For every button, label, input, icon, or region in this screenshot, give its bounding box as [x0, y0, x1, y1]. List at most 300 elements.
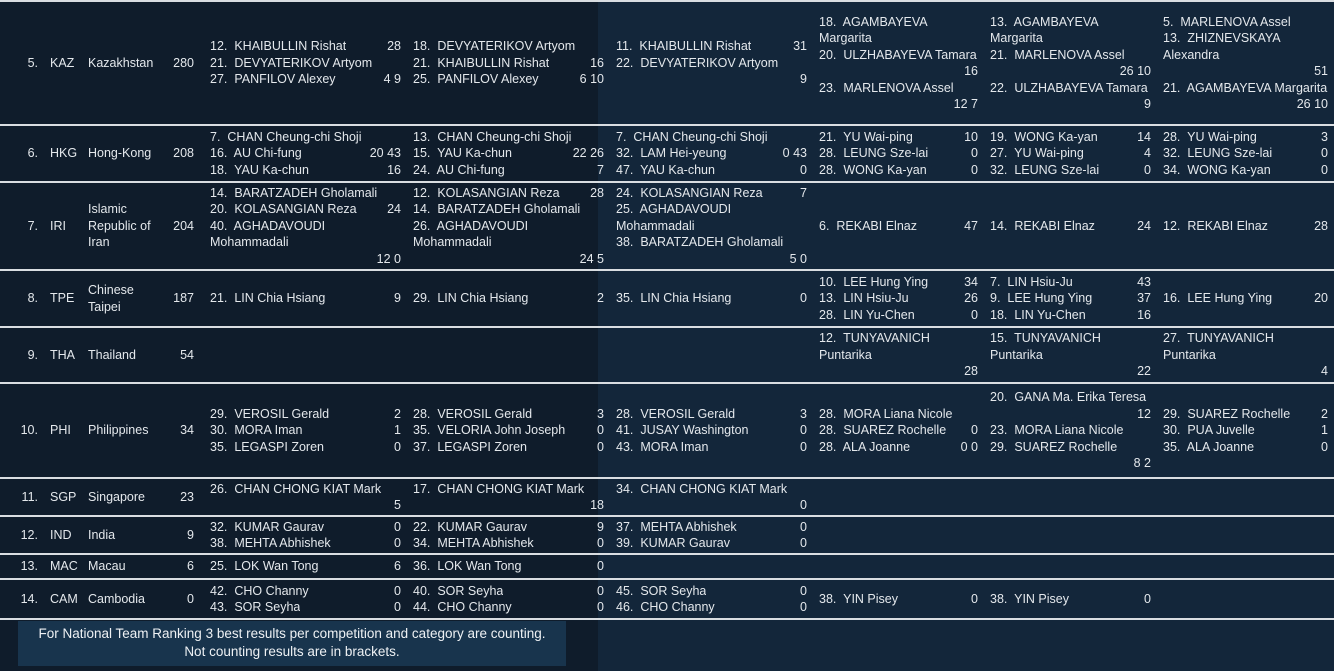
- athlete-points: 10: [964, 129, 978, 144]
- athlete-rank-and-name: [1163, 129, 1257, 146]
- athlete-name: AGAMBAYEVA Margarita: [819, 14, 927, 45]
- athlete-place: 22.: [990, 80, 1008, 95]
- athlete-result: [616, 162, 807, 179]
- event-results-cell: [1157, 327, 1334, 383]
- athlete-name: LOK Wan Tong: [437, 559, 522, 574]
- athlete-rank-and-name: [413, 439, 527, 456]
- athlete-points: 0: [800, 423, 807, 438]
- ranking-row: [0, 554, 1334, 579]
- event-results-cell: [610, 554, 813, 579]
- athlete-rank-and-name: [413, 201, 580, 218]
- athlete-points: 0: [800, 519, 807, 534]
- athlete-rank-and-name: [1163, 31, 1280, 62]
- points-cell: 204: [162, 182, 204, 270]
- athlete-result: [413, 38, 604, 55]
- athlete-points: 2: [1321, 406, 1328, 421]
- athlete-place: 28.: [1163, 129, 1181, 144]
- athlete-result: [1163, 218, 1328, 235]
- points-cell: 23: [162, 478, 204, 516]
- athlete-rank-and-name: [413, 535, 534, 552]
- athlete-rank-and-name: [210, 38, 346, 55]
- athlete-result: [990, 439, 1151, 472]
- athlete-result: [616, 290, 807, 307]
- athlete-place: 25.: [210, 559, 228, 574]
- athlete-place: 18.: [413, 39, 431, 54]
- athlete-rank-and-name: [819, 274, 928, 291]
- athlete-place: 43.: [616, 439, 634, 454]
- athlete-result: [616, 234, 807, 267]
- athlete-points: 20: [1314, 291, 1328, 306]
- event-results-cell: [204, 125, 407, 182]
- athlete-name: ALA Joanne: [1186, 439, 1255, 454]
- country-name-cell: Cambodia: [84, 579, 162, 619]
- event-results-cell: [407, 554, 610, 579]
- event-results-cell: [610, 1, 813, 125]
- athlete-points: 0: [1321, 439, 1328, 454]
- event-results-cell: [407, 579, 610, 619]
- athlete-points: 26 10: [1119, 64, 1151, 78]
- event-results-cell: [610, 270, 813, 327]
- athlete-name: VEROSIL Gerald: [640, 406, 736, 421]
- athlete-rank-and-name: [990, 422, 1123, 439]
- athlete-name: VEROSIL Gerald: [234, 406, 330, 421]
- athlete-name: DEVYATERIKOV Artyom: [437, 39, 576, 54]
- athlete-rank-and-name: [1163, 422, 1255, 439]
- athlete-place: 28.: [819, 146, 837, 161]
- athlete-rank-and-name: [990, 129, 1098, 146]
- athlete-place: 25.: [413, 72, 431, 87]
- athlete-result: [1163, 162, 1328, 179]
- athlete-points: 8 2: [1133, 456, 1151, 471]
- athlete-rank-and-name: [616, 406, 735, 423]
- event-results-cell: [1157, 1, 1334, 125]
- athlete-points: 7: [800, 185, 807, 200]
- athlete-name: LEE Hung Ying: [843, 274, 929, 289]
- athlete-name: LIN Chia Hsiang: [640, 291, 732, 306]
- athlete-points: 2: [597, 291, 604, 306]
- athlete-points: 20 43: [369, 146, 401, 161]
- points-cell: 208: [162, 125, 204, 182]
- event-results-cell: [204, 554, 407, 579]
- athlete-rank-and-name: [616, 185, 763, 202]
- athlete-place: 28.: [819, 406, 837, 421]
- athlete-rank-and-name: [210, 55, 372, 72]
- athlete-place: 22.: [616, 55, 634, 70]
- athlete-place: 21.: [990, 47, 1008, 62]
- athlete-points: 0: [1144, 162, 1151, 177]
- athlete-place: 13.: [413, 129, 431, 144]
- athlete-rank-and-name: [990, 145, 1084, 162]
- athlete-rank-and-name: [1163, 162, 1271, 179]
- athlete-result: [210, 519, 401, 536]
- athlete-rank-and-name: [990, 162, 1099, 179]
- athlete-place: 14.: [413, 202, 431, 217]
- athlete-result: [616, 583, 807, 600]
- athlete-rank-and-name: [616, 519, 737, 536]
- athlete-place: 29.: [990, 439, 1008, 454]
- event-results-cell: [1157, 554, 1334, 579]
- athlete-result: [990, 129, 1151, 146]
- athlete-place: 28.: [819, 307, 837, 322]
- athlete-rank-and-name: [616, 235, 783, 249]
- athlete-name: KHAIBULLIN Rishat: [639, 39, 752, 54]
- athlete-result: [413, 406, 604, 423]
- athlete-points: 0: [800, 439, 807, 454]
- athlete-place: 13.: [990, 14, 1008, 29]
- athlete-result: [990, 389, 1151, 422]
- athlete-result: [413, 439, 604, 456]
- athlete-result: [616, 481, 807, 514]
- athlete-place: 44.: [413, 600, 431, 614]
- athlete-place: 45.: [616, 583, 634, 598]
- athlete-place: 43.: [210, 600, 228, 614]
- athlete-points: 3: [1321, 129, 1328, 144]
- athlete-result: [990, 47, 1151, 80]
- event-results-cell: [813, 327, 984, 383]
- athlete-result: [616, 519, 807, 536]
- athlete-points: 24: [1137, 218, 1151, 233]
- event-results-cell: [984, 478, 1157, 516]
- athlete-result: [210, 162, 401, 179]
- athlete-rank-and-name: [819, 422, 946, 439]
- athlete-rank-and-name: [210, 219, 325, 250]
- note-line-1: For National Team Ranking 3 best results per competition and category are counting.: [38, 626, 546, 641]
- athlete-points: 0: [800, 162, 807, 177]
- athlete-name: AU Chi-fung: [436, 162, 505, 177]
- athlete-points: 16: [387, 162, 401, 177]
- athlete-result: [990, 591, 1151, 608]
- country-code-cell: TPE: [44, 270, 84, 327]
- athlete-name: JUSAY Washington: [640, 423, 749, 438]
- athlete-rank-and-name: [819, 439, 910, 456]
- athlete-name: CHO Channy: [437, 600, 512, 614]
- country-code-cell: CAM: [44, 579, 84, 619]
- athlete-result: [210, 558, 401, 575]
- athlete-place: 26.: [210, 481, 228, 496]
- event-results-cell: [813, 1, 984, 125]
- athlete-name: ULZHABAYEVA Tamara: [1014, 80, 1148, 95]
- athlete-place: 29.: [1163, 406, 1181, 421]
- athlete-result: [819, 422, 978, 439]
- athlete-rank-and-name: [413, 583, 503, 600]
- event-results-cell: [407, 478, 610, 516]
- athlete-place: 5.: [1163, 14, 1174, 29]
- event-results-cell: [610, 383, 813, 478]
- rank-cell: 5.: [0, 1, 44, 125]
- athlete-name: KHAIBULLIN Rishat: [437, 55, 550, 70]
- athlete-rank-and-name: [413, 406, 532, 423]
- athlete-name: YAU Ka-chun: [437, 146, 512, 161]
- athlete-rank-and-name: [413, 290, 528, 307]
- athlete-rank-and-name: [819, 145, 928, 162]
- athlete-result: [990, 422, 1151, 439]
- ranking-row: [0, 125, 1334, 182]
- athlete-name: MARLENOVA Assel: [1180, 14, 1291, 29]
- athlete-place: 42.: [210, 583, 228, 598]
- athlete-points: 24: [387, 202, 401, 217]
- event-results-cell: [610, 516, 813, 554]
- athlete-place: 18.: [210, 162, 228, 177]
- counting-note: [18, 621, 566, 666]
- athlete-result: [1163, 14, 1328, 31]
- athlete-place: 38.: [210, 536, 228, 550]
- athlete-result: [413, 71, 604, 88]
- athlete-points: 2: [394, 406, 401, 421]
- event-results-cell: [984, 327, 1157, 383]
- athlete-name: SOR Seyha: [234, 600, 301, 614]
- athlete-points: 0: [800, 536, 807, 550]
- rank-cell: 7.: [0, 182, 44, 270]
- athlete-name: CHAN Cheung-chi Shoji: [437, 129, 572, 144]
- athlete-place: 14.: [210, 185, 228, 200]
- athlete-points: 0: [597, 439, 604, 454]
- country-name-cell: Islamic Republic of Iran: [84, 182, 162, 270]
- athlete-result: [413, 129, 604, 146]
- event-results-cell: [407, 125, 610, 182]
- athlete-points: 5: [394, 498, 401, 512]
- athlete-result: [210, 201, 401, 218]
- athlete-rank-and-name: [413, 422, 565, 439]
- athlete-result: [1163, 290, 1328, 307]
- athlete-rank-and-name: [413, 599, 512, 616]
- athlete-result: [616, 129, 807, 146]
- athlete-result: [616, 55, 807, 88]
- athlete-rank-and-name: [210, 201, 357, 218]
- event-results-cell: [984, 182, 1157, 270]
- ranking-row: [0, 579, 1334, 619]
- ranking-row: [0, 270, 1334, 327]
- athlete-name: YIN Pisey: [843, 591, 899, 606]
- athlete-name: SUAREZ Rochelle: [843, 423, 947, 438]
- event-results-cell: [610, 182, 813, 270]
- athlete-rank-and-name: [990, 81, 1148, 95]
- athlete-points: 0: [800, 291, 807, 306]
- athlete-rank-and-name: [413, 219, 528, 250]
- athlete-name: LEUNG Sze-lai: [843, 146, 929, 161]
- event-results-cell: [1157, 270, 1334, 327]
- athlete-points: 0 0: [960, 439, 978, 454]
- athlete-rank-and-name: [616, 129, 767, 146]
- athlete-rank-and-name: [616, 38, 751, 55]
- athlete-place: 27.: [990, 146, 1008, 161]
- athlete-points: 0: [597, 559, 604, 574]
- athlete-rank-and-name: [1163, 81, 1327, 95]
- athlete-place: 21.: [210, 55, 228, 70]
- athlete-points: 0: [1321, 146, 1328, 161]
- athlete-result: [210, 439, 401, 456]
- athlete-points: 12: [1137, 406, 1151, 421]
- athlete-place: 14.: [990, 218, 1008, 233]
- athlete-place: 30.: [210, 423, 228, 438]
- athlete-name: MORA Iman: [234, 423, 303, 438]
- event-results-cell: [610, 125, 813, 182]
- athlete-result: [1163, 80, 1328, 113]
- athlete-place: 35.: [1163, 439, 1181, 454]
- athlete-name: MORA Iman: [640, 439, 709, 454]
- athlete-result: [819, 129, 978, 146]
- athlete-points: [1145, 422, 1151, 439]
- athlete-name: CHAN Cheung-chi Shoji: [227, 129, 362, 144]
- athlete-name: TUNYAVANICH Puntarika: [990, 331, 1101, 362]
- athlete-place: 12.: [413, 185, 431, 200]
- event-results-cell: [813, 383, 984, 478]
- athlete-rank-and-name: [990, 274, 1073, 291]
- athlete-result: [413, 218, 604, 268]
- athlete-name: YAU Ka-chun: [640, 162, 715, 177]
- event-results-cell: [984, 270, 1157, 327]
- athlete-name: CHAN CHONG KIAT Mark: [437, 481, 585, 496]
- athlete-points: 3: [800, 406, 807, 421]
- athlete-name: YU Wai-ping: [843, 129, 913, 144]
- athlete-place: 38.: [819, 591, 837, 606]
- rank-cell: 6.: [0, 125, 44, 182]
- athlete-name: REKABI Elnaz: [1187, 218, 1268, 233]
- athlete-name: MORA Liana Nicole: [1014, 423, 1124, 438]
- rank-cell: 11.: [0, 478, 44, 516]
- athlete-rank-and-name: [1163, 290, 1272, 307]
- athlete-rank-and-name: [210, 422, 302, 439]
- athlete-place: 27.: [210, 72, 228, 87]
- athlete-name: LEUNG Sze-lai: [1014, 162, 1100, 177]
- rank-cell: 10.: [0, 383, 44, 478]
- athlete-place: 34.: [616, 481, 634, 496]
- athlete-name: YU Wai-ping: [1187, 129, 1257, 144]
- event-results-cell: [1157, 516, 1334, 554]
- athlete-points: [972, 406, 978, 423]
- athlete-points: 0: [394, 583, 401, 598]
- athlete-place: 37.: [616, 519, 634, 534]
- athlete-points: 0: [597, 583, 604, 598]
- athlete-rank-and-name: [616, 439, 708, 456]
- athlete-place: 7.: [990, 274, 1001, 289]
- athlete-place: 35.: [210, 439, 228, 454]
- athlete-name: BARATZADEH Gholamali: [437, 202, 581, 217]
- athlete-result: [1163, 30, 1328, 80]
- points-cell: 34: [162, 383, 204, 478]
- event-results-cell: [610, 327, 813, 383]
- athlete-name: LIN Chia Hsiang: [437, 291, 529, 306]
- athlete-result: [990, 307, 1151, 324]
- athlete-rank-and-name: [1163, 145, 1272, 162]
- athlete-name: KOLASANGIAN Reza: [640, 185, 763, 200]
- athlete-points: 0: [971, 162, 978, 177]
- event-results-cell: [204, 182, 407, 270]
- athlete-rank-and-name: [210, 71, 336, 88]
- athlete-result: [819, 406, 978, 423]
- athlete-rank-and-name: [210, 439, 324, 456]
- athlete-place: 15.: [990, 331, 1008, 346]
- athlete-place: 28.: [819, 423, 837, 438]
- athlete-place: 29.: [210, 406, 228, 421]
- athlete-points: 4: [1144, 146, 1151, 161]
- athlete-name: MORA Liana Nicole: [843, 406, 953, 421]
- athlete-name: WONG Ka-yan: [1187, 162, 1271, 177]
- athlete-name: YU Wai-ping: [1014, 146, 1084, 161]
- athlete-result: [990, 80, 1151, 113]
- athlete-result: [990, 218, 1151, 235]
- athlete-points: 0 43: [782, 146, 807, 161]
- athlete-name: REKABI Elnaz: [836, 218, 917, 233]
- event-results-cell: [813, 516, 984, 554]
- athlete-name: KUMAR Gaurav: [437, 519, 527, 534]
- athlete-result: [413, 201, 604, 218]
- athlete-name: AGHADAVOUDI Mohammadali: [210, 218, 326, 250]
- athlete-points: 4 9: [383, 72, 401, 87]
- athlete-result: [819, 290, 978, 307]
- athlete-place: 7.: [616, 129, 627, 144]
- athlete-points: 0: [971, 307, 978, 322]
- athlete-rank-and-name: [413, 71, 539, 88]
- athlete-place: 28.: [819, 162, 837, 177]
- event-results-cell: [204, 516, 407, 554]
- athlete-points: 31: [793, 39, 807, 54]
- points-cell: 9: [162, 516, 204, 554]
- athlete-name: LIN Yu-Chen: [843, 307, 915, 322]
- athlete-result: [413, 599, 604, 616]
- note-line-2: Not counting results are in brackets.: [184, 644, 400, 659]
- athlete-points: 28: [387, 39, 401, 54]
- athlete-place: 35.: [413, 423, 431, 438]
- athlete-points: 9: [1144, 97, 1151, 111]
- athlete-points: 16: [1137, 307, 1151, 322]
- athlete-points: 12 0: [376, 251, 401, 266]
- athlete-result: [210, 599, 401, 616]
- athlete-points: 0: [800, 600, 807, 614]
- athlete-rank-and-name: [210, 583, 309, 600]
- athlete-place: 32.: [210, 519, 228, 534]
- event-results-cell: [407, 270, 610, 327]
- athlete-place: 34.: [1163, 162, 1181, 177]
- athlete-name: LIN Hsiu-Ju: [843, 291, 909, 306]
- country-code-cell: KAZ: [44, 1, 84, 125]
- event-results-cell: [204, 383, 407, 478]
- athlete-name: YAU Ka-chun: [234, 162, 309, 177]
- athlete-rank-and-name: [413, 129, 571, 146]
- event-results-cell: [984, 579, 1157, 619]
- athlete-place: 20.: [990, 390, 1008, 405]
- athlete-rank-and-name: [413, 519, 527, 536]
- athlete-result: [210, 583, 401, 600]
- athlete-place: 28.: [819, 439, 837, 454]
- athlete-place: 7.: [210, 129, 221, 144]
- athlete-place: 27.: [1163, 331, 1181, 346]
- athlete-name: MEHTA Abhishek: [640, 519, 737, 534]
- athlete-place: 9.: [990, 291, 1001, 306]
- athlete-result: [413, 290, 604, 307]
- athlete-rank-and-name: [819, 15, 927, 46]
- athlete-result: [413, 145, 604, 162]
- athlete-points: 43: [1137, 274, 1151, 289]
- athlete-points: 12 7: [953, 97, 978, 111]
- athlete-result: [819, 162, 978, 179]
- athlete-place: 20.: [210, 202, 228, 217]
- athlete-rank-and-name: [616, 56, 778, 70]
- athlete-place: 21.: [1163, 80, 1181, 95]
- athlete-name: LIN Yu-Chen: [1014, 307, 1086, 322]
- athlete-place: 28.: [616, 406, 634, 421]
- athlete-rank-and-name: [413, 162, 505, 179]
- country-code-cell: IND: [44, 516, 84, 554]
- athlete-rank-and-name: [1163, 218, 1268, 235]
- athlete-result: [210, 145, 401, 162]
- athlete-place: 40.: [413, 583, 431, 598]
- athlete-rank-and-name: [990, 440, 1117, 454]
- athlete-result: [210, 535, 401, 552]
- athlete-name: MARLENOVA Assel: [843, 80, 954, 95]
- athlete-rank-and-name: [1163, 14, 1291, 31]
- athlete-rank-and-name: [413, 482, 584, 496]
- athlete-name: SUAREZ Rochelle: [1187, 406, 1291, 421]
